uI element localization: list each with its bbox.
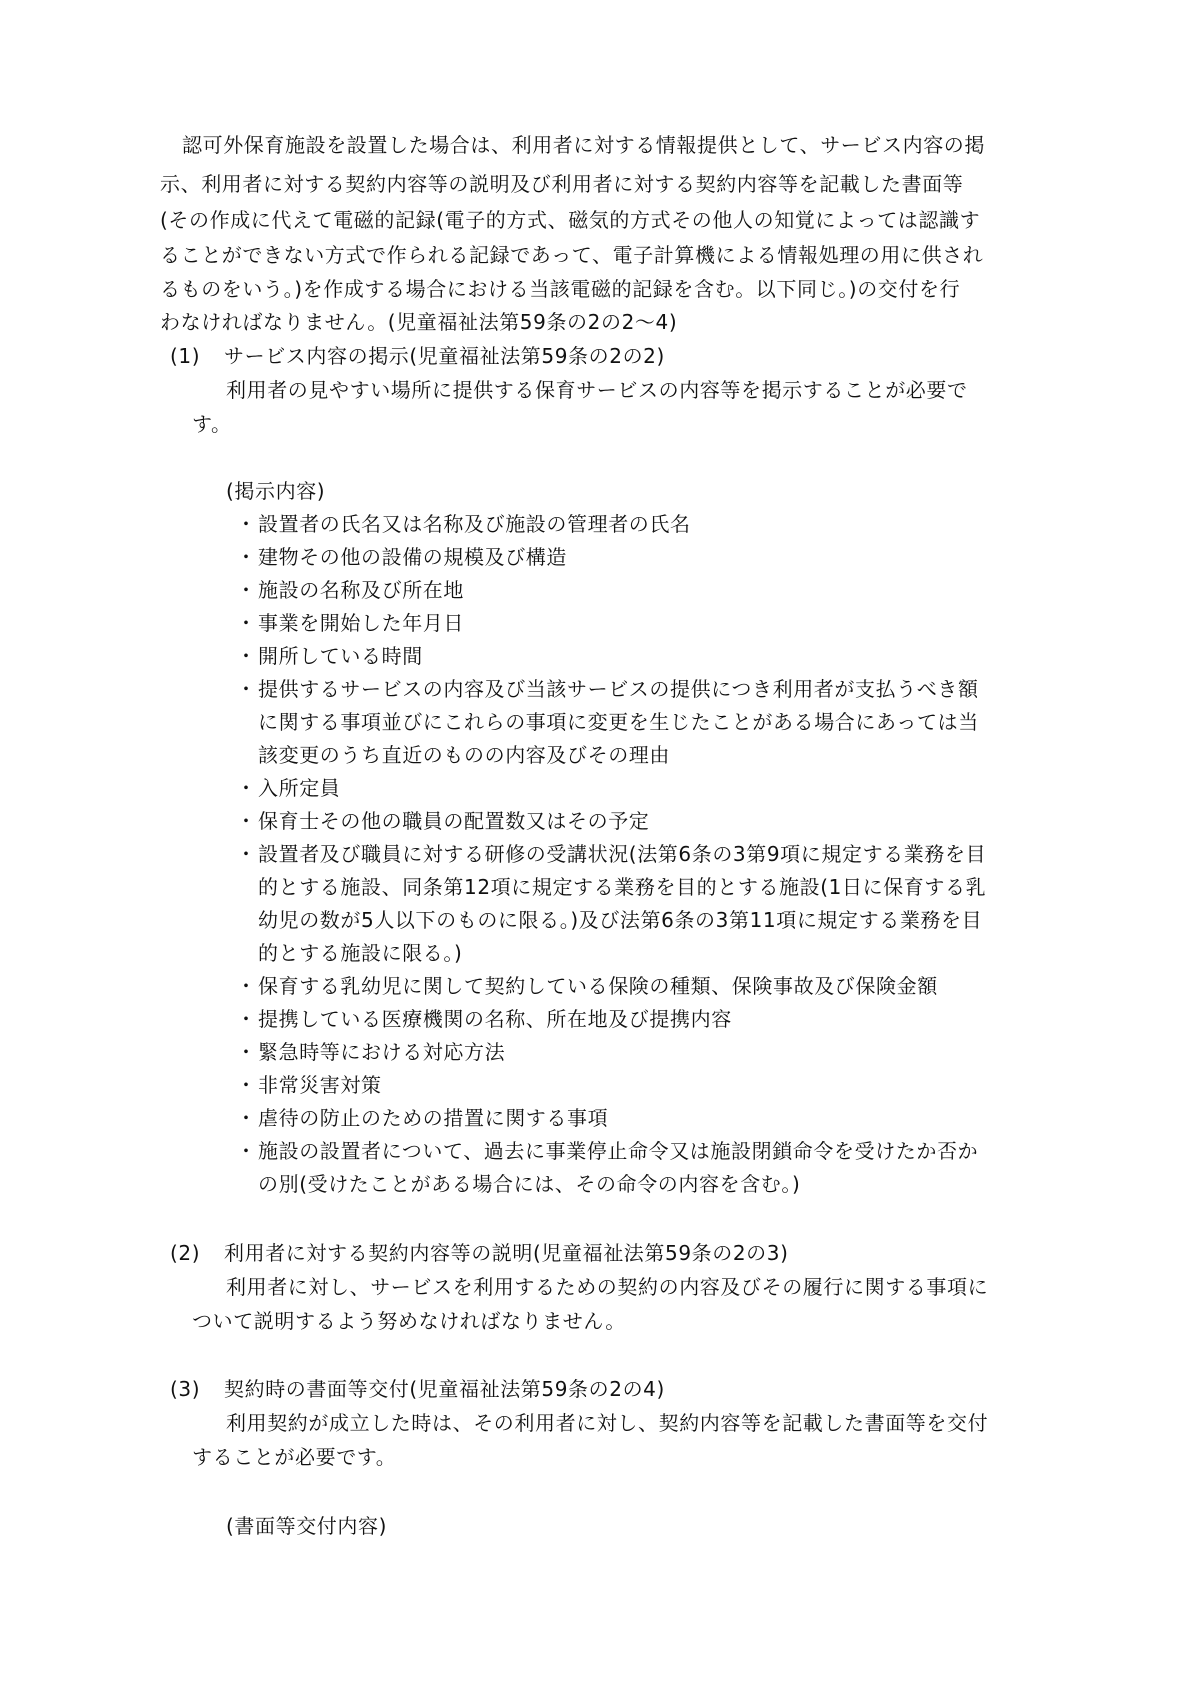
- section-body-line: することが必要です。: [192, 1445, 397, 1469]
- intro-line: わなければなりません。(児童福祉法第59条の2の2〜4): [160, 310, 678, 334]
- bullet-icon: ・: [236, 512, 257, 536]
- intro-line: 認可外保育施設を設置した場合は、利用者に対する情報提供として、サービス内容の掲: [182, 133, 985, 157]
- list-item: ・施設の名称及び所在地: [236, 578, 464, 602]
- bullet-icon: ・: [236, 776, 257, 800]
- list-item: ・保育士その他の職員の配置数又はその予定: [236, 809, 650, 833]
- intro-line: (その作成に代えて電磁的記録(電子的方式、磁気的方式その他人の知覚によっては認識す: [160, 208, 981, 232]
- intro-line: ることができない方式で作られる記録であって、電子計算機による情報処理の用に供され: [160, 243, 984, 267]
- section-number: (2): [170, 1241, 201, 1265]
- section-body-line: 利用契約が成立した時は、その利用者に対し、契約内容等を記載した書面等を交付: [226, 1411, 989, 1435]
- intro-line: 示、利用者に対する契約内容等の説明及び利用者に対する契約内容等を記載した書面等: [160, 172, 964, 196]
- list-item: ・施設の設置者について、過去に事業停止命令又は施設閉鎖命令を受けたか否か: [236, 1139, 979, 1163]
- section-title: サービス内容の掲示(児童福祉法第59条の2の2): [224, 344, 665, 368]
- list-item: ・提携している医療機関の名称、所在地及び提携内容: [236, 1007, 732, 1031]
- section-heading: [170, 1239, 789, 1267]
- section-body-line: 利用者の見やすい場所に提供する保育サービスの内容等を掲示することが必要で: [226, 378, 968, 402]
- section-body-line: ついて説明するよう努めなければなりません。: [192, 1309, 626, 1333]
- list-item: ・事業を開始した年月日: [236, 611, 464, 635]
- bullet-icon: ・: [236, 809, 257, 833]
- list-item-continuation: 的とする施設に限る。): [258, 941, 463, 965]
- list-item: ・設置者及び職員に対する研修の受講状況(法第6条の3第9項に規定する業務を目: [236, 842, 987, 866]
- bullet-icon: ・: [236, 842, 257, 866]
- list-item: ・開所している時間: [236, 644, 423, 668]
- list-item: ・保育する乳幼児に関して契約している保険の種類、保険事故及び保険金額: [236, 974, 938, 998]
- section-number: (3): [170, 1377, 201, 1401]
- bullet-icon: ・: [236, 1073, 257, 1097]
- section-body-line: 利用者に対し、サービスを利用するための契約の内容及びその履行に関する事項に: [226, 1275, 989, 1299]
- bullet-icon: ・: [236, 611, 257, 635]
- bullet-icon: ・: [236, 578, 257, 602]
- bullet-icon: ・: [236, 1106, 257, 1130]
- section-heading: [170, 342, 665, 370]
- list-item: ・非常災害対策: [236, 1073, 382, 1097]
- list-item-continuation: の別(受けたことがある場合には、その命令の内容を含む。): [258, 1172, 801, 1196]
- list-item-continuation: 該変更のうち直近のものの内容及びその理由: [258, 743, 670, 767]
- list-item: ・設置者の氏名又は名称及び施設の管理者の氏名: [236, 512, 691, 536]
- section-title: 契約時の書面等交付(児童福祉法第59条の2の4): [224, 1377, 665, 1401]
- list-heading: (書面等交付内容): [226, 1514, 388, 1538]
- list-item-continuation: に関する事項並びにこれらの事項に変更を生じたことがある場合にあっては当: [258, 710, 979, 734]
- bullet-icon: ・: [236, 1139, 257, 1163]
- bullet-icon: ・: [236, 974, 257, 998]
- list-item: ・建物その他の設備の規模及び構造: [236, 545, 567, 569]
- list-item: ・緊急時等における対応方法: [236, 1040, 506, 1064]
- intro-line: るものをいう。)を作成する場合における当該電磁的記録を含む。以下同じ。)の交付を行: [160, 277, 961, 301]
- bullet-icon: ・: [236, 545, 257, 569]
- bullet-icon: ・: [236, 677, 257, 701]
- list-item: ・入所定員: [236, 776, 341, 800]
- list-item: ・提供するサービスの内容及び当該サービスの提供につき利用者が支払うべき額: [236, 677, 979, 701]
- section-body-line: す。: [192, 412, 232, 436]
- list-heading: (掲示内容): [226, 479, 326, 503]
- section-number: (1): [170, 344, 201, 368]
- section-heading: [170, 1375, 665, 1403]
- bullet-icon: ・: [236, 644, 257, 668]
- section-title: 利用者に対する契約内容等の説明(児童福祉法第59条の2の3): [224, 1241, 789, 1265]
- list-item-continuation: 幼児の数が5人以下のものに限る。)及び法第6条の3第11項に規定する業務を目: [258, 908, 983, 932]
- bullet-icon: ・: [236, 1007, 257, 1031]
- bullet-icon: ・: [236, 1040, 257, 1064]
- list-item-continuation: 的とする施設、同条第12項に規定する業務を目的とする施設(1日に保育する乳: [258, 875, 987, 899]
- list-item: ・虐待の防止のための措置に関する事項: [236, 1106, 609, 1130]
